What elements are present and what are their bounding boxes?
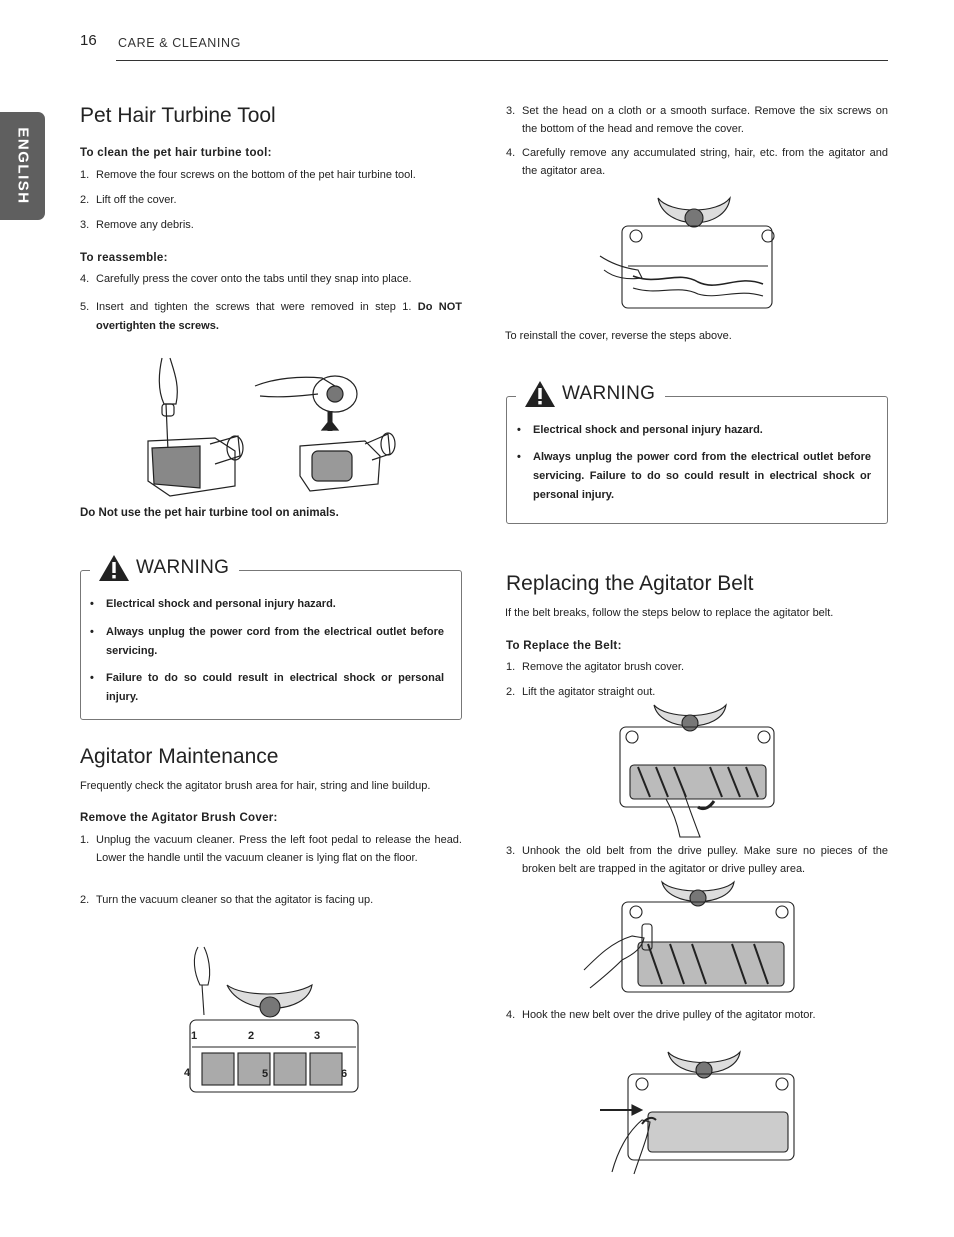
lift-agitator-illustration <box>614 703 780 839</box>
debris-removal-illustration <box>598 196 792 312</box>
page-number: 16 <box>80 32 97 49</box>
reinstall-note: To reinstall the cover, reverse the steps above. <box>505 330 732 342</box>
replace-belt-heading: To Replace the Belt: <box>506 640 622 652</box>
list-item: 3. Unhook the old belt from the drive pulley. Make sure no pieces of the broken belt are trapped in the agitator or drive pulley area. <box>506 845 888 875</box>
screw-label: 4 <box>184 1067 191 1079</box>
list-item: 1. Remove the four screws on the bottom of the pet hair turbine tool. <box>80 169 416 181</box>
header-rule <box>116 60 888 61</box>
list-item: 2. Lift off the cover. <box>80 194 177 206</box>
language-tab-label: ENGLISH <box>14 127 31 205</box>
list-item: 5. Insert and tighten the screws that were removed in step 1. Do NOT overtighten the screws. <box>80 301 462 332</box>
warning-header <box>90 554 239 582</box>
turbine-caption: Do Not use the pet hair turbine tool on animals. <box>80 507 339 519</box>
warning-label: WARNING <box>136 557 230 578</box>
belt-intro: If the belt breaks, follow the steps below to replace the agitator belt. <box>505 607 834 619</box>
screw-label: 1 <box>191 1030 198 1042</box>
belt-title: Replacing the Agitator Belt <box>506 572 754 595</box>
warning-item: • Always unplug the power cord from the electrical outlet before servicing. <box>90 626 444 657</box>
list-item: 3. Remove any debris. <box>80 219 194 231</box>
reassemble-heading: To reassemble: <box>80 252 168 264</box>
list-item: 3. Set the head on a cloth or a smooth surface. Remove the six screws on the bottom of the head and remove the cover. <box>506 105 888 135</box>
warning-item: • Electrical shock and personal injury hazard. <box>517 424 763 436</box>
warning-item: • Always unplug the power cord from the electrical outlet before servicing. Failure to do so could result in electrical shock or personal injury. <box>517 451 871 501</box>
warning-label: WARNING <box>562 383 656 404</box>
unhook-belt-illustration <box>582 880 796 996</box>
clean-heading: To clean the pet hair turbine tool: <box>80 147 272 159</box>
warning-triangle-icon <box>98 554 130 582</box>
language-tab <box>0 112 45 220</box>
list-item: 4. Carefully remove any accumulated string, hair, etc. from the agitator and the agitator area. <box>506 147 888 177</box>
turbine-tool-illustration <box>140 356 410 501</box>
screw-label: 6 <box>341 1068 348 1080</box>
agitator-intro: Frequently check the agitator brush area for hair, string and line buildup. <box>80 780 431 792</box>
warning-triangle-icon <box>524 380 556 408</box>
section-label: CARE & CLEANING <box>118 36 241 50</box>
warning-header <box>516 380 665 408</box>
screw-label: 5 <box>262 1068 269 1080</box>
head-screws-illustration <box>182 945 362 1097</box>
screw-label: 3 <box>314 1030 321 1042</box>
list-item: 4. Hook the new belt over the drive pulley of the agitator motor. <box>506 1009 816 1021</box>
warning-item: • Electrical shock and personal injury hazard. <box>90 598 336 610</box>
list-item: 1. Remove the agitator brush cover. <box>506 661 685 673</box>
warning-item: • Failure to do so could result in electrical shock or personal injury. <box>90 672 444 703</box>
hook-belt-illustration <box>598 1050 796 1176</box>
agitator-title: Agitator Maintenance <box>80 745 279 768</box>
list-item: 2. Turn the vacuum cleaner so that the agitator is facing up. <box>80 894 374 906</box>
list-item: 4. Carefully press the cover onto the tabs until they snap into place. <box>80 273 412 285</box>
list-item: 2. Lift the agitator straight out. <box>506 686 656 698</box>
pet-hair-title: Pet Hair Turbine Tool <box>80 104 276 127</box>
remove-cover-heading: Remove the Agitator Brush Cover: <box>80 812 278 824</box>
screw-label: 2 <box>248 1030 255 1042</box>
list-item: 1. Unplug the vacuum cleaner. Press the left foot pedal to release the head. Lower the handle until the vacuum cleaner is lying flat on the floor. <box>80 834 462 864</box>
